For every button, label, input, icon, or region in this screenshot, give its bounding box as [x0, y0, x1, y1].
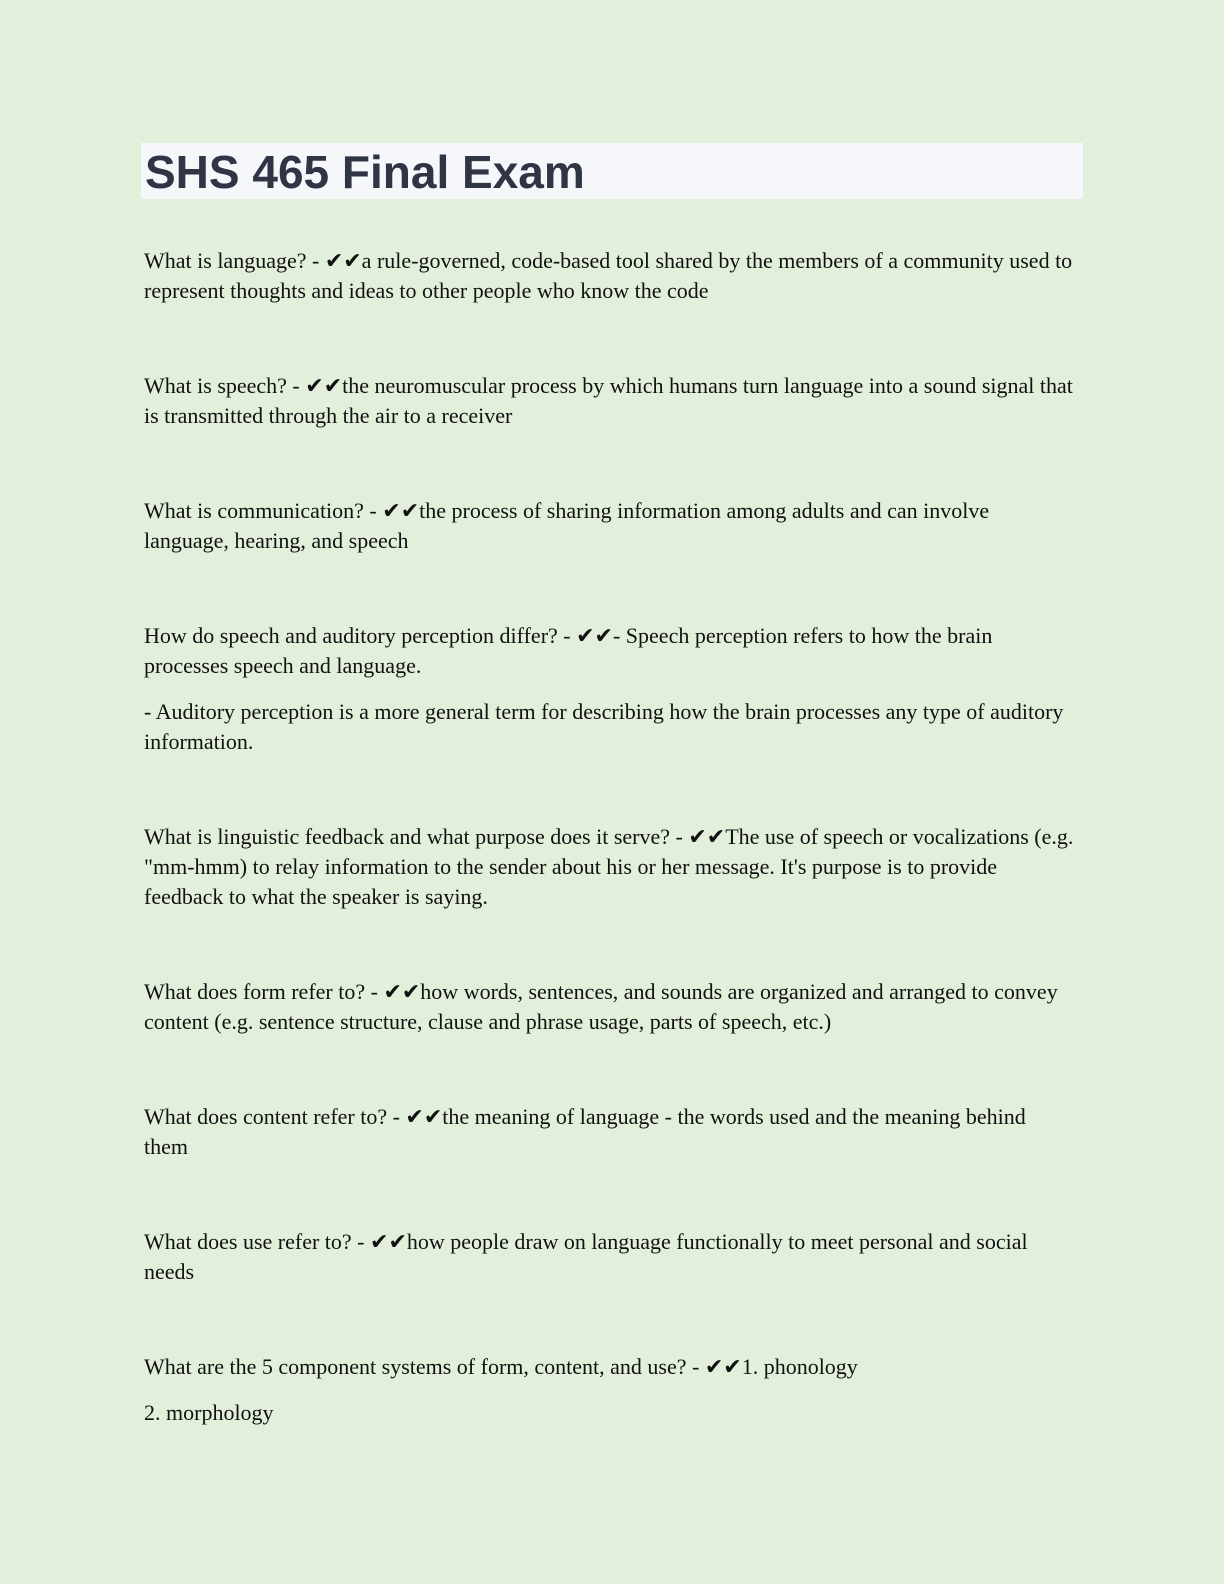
qa-item [144, 246, 1074, 306]
qa-text: What does form refer to? - ✔✔how words, sentences, and sounds are organized and arranged to convey content (e.g. sentence structure, clause and phrase usage, parts of speech, etc.) [144, 979, 1058, 1034]
qa-item [144, 371, 1074, 431]
qa-item [144, 1352, 1074, 1428]
qa-item [144, 1227, 1074, 1287]
qa-item [144, 822, 1074, 912]
qa-text: What does use refer to? - ✔✔how people draw on language functionally to meet personal and social needs [144, 1229, 1028, 1284]
title-box [141, 143, 1083, 199]
qa-item [144, 496, 1074, 556]
qa-item [144, 621, 1074, 757]
qa-text: What does content refer to? - ✔✔the meaning of language - the words used and the meaning behind them [144, 1104, 1026, 1159]
qa-text-continued: 2. morphology [144, 1400, 274, 1425]
qa-item [144, 1102, 1074, 1162]
qa-list [144, 246, 1074, 1493]
qa-text: What is communication? - ✔✔the process of sharing information among adults and can involve language, hearing, and speech [144, 498, 990, 553]
qa-text: What is language? - ✔✔a rule-governed, code-based tool shared by the members of a community used to represent thoughts and ideas to other people who know the code [144, 248, 1073, 303]
qa-text: What is speech? - ✔✔the neuromuscular process by which humans turn language into a sound signal that is transmitted through the air to a receiver [144, 373, 1073, 428]
qa-text: What are the 5 component systems of form, content, and use? - ✔✔1. phonology [144, 1354, 858, 1379]
qa-text: How do speech and auditory perception differ? - ✔✔- Speech perception refers to how the brain processes speech and language. [144, 623, 993, 678]
qa-item [144, 977, 1074, 1037]
page-title: SHS 465 Final Exam [145, 146, 585, 198]
qa-text: What is linguistic feedback and what purpose does it serve? - ✔✔The use of speech or vocalizations (e.g. "mm-hmm) to relay information to the sender about his or her message. It's purpose is to provide feedback to what the speaker is saying. [144, 824, 1074, 909]
qa-text-continued: - Auditory perception is a more general term for describing how the brain processes any type of auditory information. [144, 699, 1064, 754]
